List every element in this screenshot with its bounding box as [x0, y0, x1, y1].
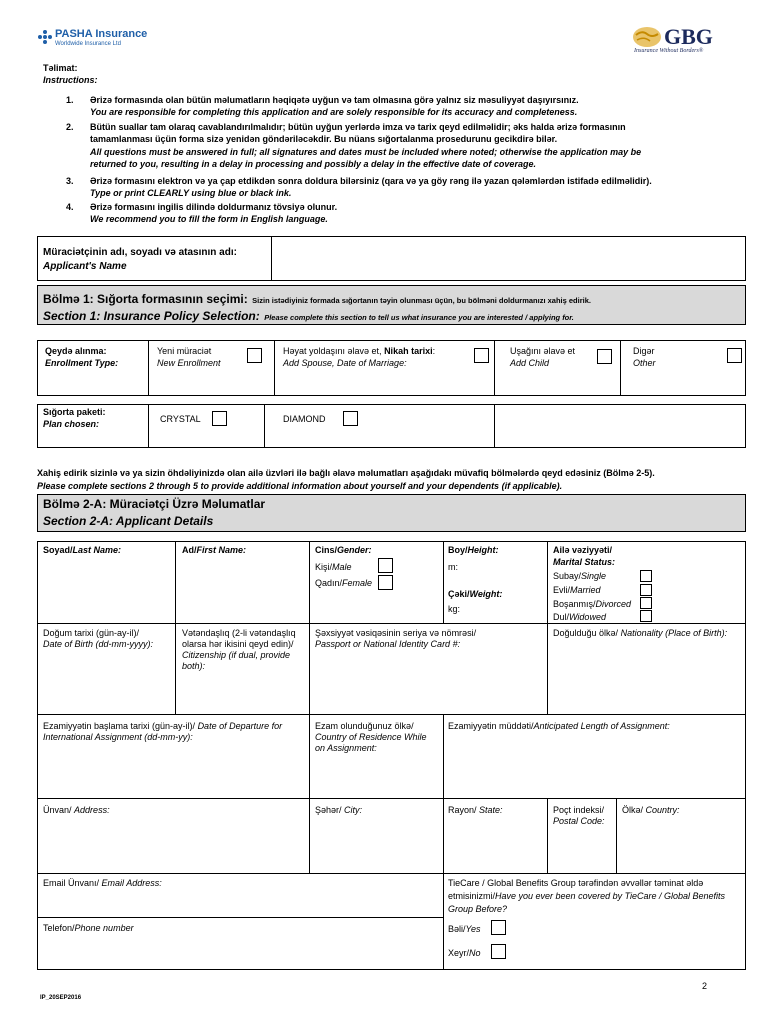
section1-title-az-line — [43, 290, 591, 308]
enrollment-other-az: Digər — [633, 346, 655, 356]
enrollment-spouse-checkbox[interactable] — [474, 348, 489, 363]
gender-female-checkbox[interactable] — [378, 575, 393, 590]
form-code: IP_20SEP2016 — [40, 995, 82, 1001]
gbg-logo-text: GBG — [664, 24, 713, 49]
length-label-az: Ezamiyyətin müddəti/ — [448, 721, 534, 731]
email-label-az: Email Ünvanı/ — [43, 878, 100, 888]
marital-single-checkbox[interactable] — [640, 570, 652, 582]
citizenship-label-en: Citizenship (if dual, provide both): — [182, 650, 291, 671]
city-label-az: Şəhər/ — [315, 805, 342, 815]
plan-diamond-label: DIAMOND — [283, 414, 326, 424]
enrollment-spouse-az: Həyat yoldaşını əlavə et, — [283, 346, 385, 356]
enrollment-marriage-date-label: Nikah tarixi — [384, 346, 433, 356]
gender-male-checkbox[interactable] — [378, 558, 393, 573]
city-label-en: City: — [344, 805, 363, 815]
male-label-en: Male — [332, 562, 352, 572]
single-label-az: Subay/ — [553, 571, 582, 581]
passport-field[interactable] — [315, 628, 543, 650]
weight-label-en: Weight: — [469, 589, 503, 599]
instruction-text-az: Ərizə formasında olan bütün məlumatların həqiqətə uyğun və tam olmasına görə yalnız siz məsuliyyət daşıyırsınız. — [90, 95, 579, 105]
assignment-length-field[interactable] — [448, 721, 670, 732]
phone-label-en: Phone number — [74, 923, 134, 933]
enrollment-new-en: New Enrollment — [157, 358, 221, 368]
applicant-name-label-az: Müraciətçinin adı, soyadı və atasının adı: — [43, 247, 237, 258]
state-label-en: State: — [479, 805, 503, 815]
marital-single-label — [553, 571, 606, 582]
plan-crystal-checkbox[interactable] — [212, 411, 227, 426]
address-label-en: Address: — [74, 805, 110, 815]
address-label-az: Ünvan/ — [43, 805, 72, 815]
instruction-text-az-cont: tamamlanması üçün forma sizə yenidən göndəriləcəkdir. Bu nüans sığortalanma prosedurunu gecikdirə bilər. — [90, 134, 558, 144]
female-label-en: Female — [342, 578, 373, 588]
enrollment-label-en: Enrollment Type: — [45, 358, 119, 368]
departure-label-az: Ezamiyyətin başlama tarixi (gün-ay-il)/ — [43, 721, 196, 731]
residence-country-label-en: Country of Residence While on Assignment: — [315, 732, 427, 753]
marital-status-label-en: Marital Status: — [553, 557, 616, 567]
enrollment-spouse-az-line — [283, 346, 435, 357]
pasha-emblem-icon — [37, 29, 53, 45]
weight-label-az: Çəki/ — [448, 589, 470, 599]
gender-female-label — [315, 578, 372, 589]
dob-label-az: Doğum tarixi (gün-ay-il)/ — [43, 628, 140, 638]
gender-label-az: Cins/ — [315, 545, 338, 555]
marital-married-checkbox[interactable] — [640, 584, 652, 596]
residence-country-label-az: Ezam olunduğunuz ölkə/ — [315, 721, 414, 731]
marital-status-label-az: Ailə vəziyyəti/ — [553, 545, 613, 555]
enrollment-child-en: Add Child — [510, 358, 550, 368]
postal-label-az: Poçt indeksi/ — [553, 805, 605, 815]
section1-note-az: Sizin istədiyiniz formada sığortanın təyin olunması üçün, bu bölməni doldurmanızı xahiş edirik. — [252, 296, 591, 305]
section1-title-az: Bölmə 1: Sığorta formasının seçimi: — [43, 292, 248, 306]
first-name-field[interactable] — [182, 545, 246, 556]
instruction-number: 4. — [66, 202, 74, 212]
divorced-label-en: Divorced — [595, 599, 632, 609]
widowed-label-en: Widowed — [569, 612, 606, 622]
instruction-text-en-cont: returned to you, resulting in a delay in processing and possibly a delay in the effective date of coverage. — [90, 159, 536, 169]
applicant-name-input[interactable] — [273, 238, 744, 279]
yes-label-az: Bəli/ — [448, 924, 466, 934]
gender-label — [315, 545, 372, 556]
instruction-text-en: Type or print CLEARLY using blue or black ink. — [90, 188, 292, 198]
residence-country-field[interactable] — [315, 721, 439, 754]
no-label-en: No — [469, 948, 481, 958]
height-unit[interactable]: m: — [448, 562, 458, 572]
marital-widowed-checkbox[interactable] — [640, 610, 652, 622]
dependents-request-en: Please complete sections 2 through 5 to provide additional information about yourself and your dependents (if applicable). — [37, 481, 563, 491]
enrollment-spouse-colon: : — [432, 346, 436, 356]
weight-label — [448, 589, 502, 600]
enrollment-other-checkbox[interactable] — [727, 348, 742, 363]
nationality-label-az: Doğulduğu ölkə/ — [553, 628, 619, 638]
instruction-text-az: Ərizə formasını ingilis dilində doldurmanız tövsiyə olunur. — [90, 202, 338, 212]
last-name-label-en: Last Name: — [72, 545, 122, 555]
instruction-number: 3. — [66, 176, 74, 186]
instruction-number: 1. — [66, 95, 74, 105]
instruction-text-az: Ərizə formasını elektron və ya çap etdikdən sonra doldura bilərsiniz (qara və ya göy rəng ilə yazan qələmlərdən istifadə edilməlidir). — [90, 176, 652, 186]
dependents-request-az: Xahiş edirik sizinlə və ya sizin öhdəliyinizdə olan ailə üzvləri ilə bağlı əlavə məlumatları aşağıdakı müvafiq bölmələrdə qeyd edəsiniz (Bölmə 2-5). — [37, 468, 655, 478]
citizenship-field[interactable] — [182, 628, 307, 672]
dob-field[interactable] — [43, 628, 171, 650]
plan-label-en: Plan chosen: — [43, 419, 100, 429]
plan-diamond-checkbox[interactable] — [343, 411, 358, 426]
section1-title-en-line — [43, 307, 574, 325]
married-label-en: Married — [570, 585, 601, 595]
instruction-text-en: You are responsible for completing this application and are solely responsible for its accuracy and completeness. — [90, 107, 578, 117]
city-field[interactable] — [315, 805, 362, 816]
citizenship-label-az: Vətəndaşlıq (2-li vətəndaşlıq olarsa hər ikisini qeyd edin)/ — [182, 628, 296, 649]
gender-male-label — [315, 562, 352, 573]
married-label-az: Evli/ — [553, 585, 571, 595]
section1-note-en: Please complete this section to tell us what insurance you are interested / applying for. — [264, 313, 574, 322]
applicant-name-label-en: Applicant's Name — [43, 261, 127, 272]
enrollment-other-en: Other — [633, 358, 656, 368]
section2a-title-en: Section 2-A: Applicant Details — [43, 514, 214, 528]
phone-label-az: Telefon/ — [43, 923, 75, 933]
gbg-logo-subtitle: Insurance Without Borders® — [634, 48, 704, 54]
state-field[interactable] — [448, 805, 503, 816]
female-label-az: Qadın/ — [315, 578, 343, 588]
section1-title-en: Section 1: Insurance Policy Selection: — [43, 309, 260, 323]
instruction-text-en: All questions must be answered in full; all signatures and dates must be included where noted; otherwise the application may be — [90, 147, 642, 157]
departure-label-en: Date of Departure for International Assignment (dd-mm-yy): — [43, 721, 283, 742]
enrollment-new-checkbox[interactable] — [247, 348, 262, 363]
email-label-en: Email Address: — [101, 878, 162, 888]
instruction-text-az: Bütün suallar tam olaraq cavablandırılmalıdır; bütün uyğun yerlərdə imza və tarix qeyd edilməlidir; əks halda ərizə formasının — [90, 122, 626, 132]
instructions-title-en: Instructions: — [43, 75, 98, 85]
instruction-number: 2. — [66, 122, 74, 132]
plan-label-az: Sığorta paketi: — [43, 407, 106, 417]
gbg-logo — [632, 24, 732, 56]
plan-row — [37, 404, 746, 448]
gender-label-en: Gender: — [337, 545, 372, 555]
last-name-field[interactable] — [43, 545, 121, 556]
covered-label-az: TieCare / Global Benefits Group tərəfindən əvvəllər təminat əldə etmisinizmi/ — [448, 878, 704, 901]
email-field[interactable] — [43, 878, 162, 889]
state-label-az: Rayon/ — [448, 805, 477, 815]
height-label-az: Boy/ — [448, 545, 468, 555]
pasha-logo — [37, 28, 167, 50]
weight-unit[interactable]: kg: — [448, 604, 461, 614]
phone-field[interactable] — [43, 923, 134, 934]
marital-divorced-label — [553, 599, 631, 610]
marital-widowed-label — [553, 612, 606, 623]
globe-icon — [632, 26, 662, 48]
pasha-logo-text: PASHA Insurance — [55, 28, 148, 40]
enrollment-child-az: Uşağını əlavə et — [510, 346, 576, 356]
yes-label-en: Yes — [465, 924, 481, 934]
page-number: 2 — [702, 981, 708, 991]
instruction-text-en: We recommend you to fill the form in English language. — [90, 214, 328, 224]
coverage-no-checkbox[interactable] — [491, 944, 506, 959]
pasha-logo-subtitle: Worldwide Insurance Ltd — [55, 41, 121, 47]
dob-label-en: Date of Birth (dd-mm-yyyy): — [43, 639, 154, 649]
nationality-label-en: Nationality (Place of Birth): — [620, 628, 728, 638]
instructions-title-az: Təlimat: — [43, 63, 78, 73]
last-name-label-az: Soyad/ — [43, 545, 73, 555]
country-label-az: Ölkə/ — [622, 805, 644, 815]
postal-label-en: Postal Code: — [553, 816, 605, 826]
first-name-label-en: First Name: — [196, 545, 247, 555]
enrollment-new-az: Yeni müraciət — [157, 346, 212, 356]
male-label-az: Kişi/ — [315, 562, 333, 572]
departure-date-field[interactable] — [43, 721, 305, 743]
single-label-en: Single — [581, 571, 607, 581]
enrollment-label-az: Qeydə alınma: — [45, 346, 107, 356]
previous-coverage-question — [448, 877, 738, 916]
postal-code-field[interactable] — [553, 805, 615, 827]
nationality-field[interactable] — [553, 628, 727, 639]
widowed-label-az: Dul/ — [553, 612, 570, 622]
country-field[interactable] — [622, 805, 680, 816]
height-label-en: Height: — [467, 545, 499, 555]
marital-divorced-checkbox[interactable] — [640, 597, 652, 609]
length-label-en: Anticipated Length of Assignment: — [533, 721, 670, 731]
coverage-no-label — [448, 948, 481, 959]
enrollment-child-checkbox[interactable] — [597, 349, 612, 364]
height-label — [448, 545, 499, 556]
covered-label-en: Have you ever been covered by TieCare / Global Benefits Group Before? — [448, 891, 726, 914]
passport-label-en: Passport or National Identity Card #: — [315, 639, 461, 649]
divorced-label-az: Boşanmış/ — [553, 599, 596, 609]
first-name-label-az: Ad/ — [182, 545, 197, 555]
passport-label-az: Şəxsiyyət vəsiqəsinin seriya və nömrəsi/ — [315, 628, 477, 638]
enrollment-spouse-en: Add Spouse, Date of Marriage: — [283, 358, 407, 368]
plan-crystal-label: CRYSTAL — [160, 414, 201, 424]
coverage-yes-checkbox[interactable] — [491, 920, 506, 935]
no-label-az: Xeyr/ — [448, 948, 470, 958]
country-label-en: Country: — [645, 805, 680, 815]
section2a-title-az: Bölmə 2-A: Müraciətçi Üzrə Məlumatlar — [43, 497, 266, 511]
marital-married-label — [553, 585, 601, 596]
coverage-yes-label — [448, 924, 481, 935]
address-field[interactable] — [43, 805, 110, 816]
